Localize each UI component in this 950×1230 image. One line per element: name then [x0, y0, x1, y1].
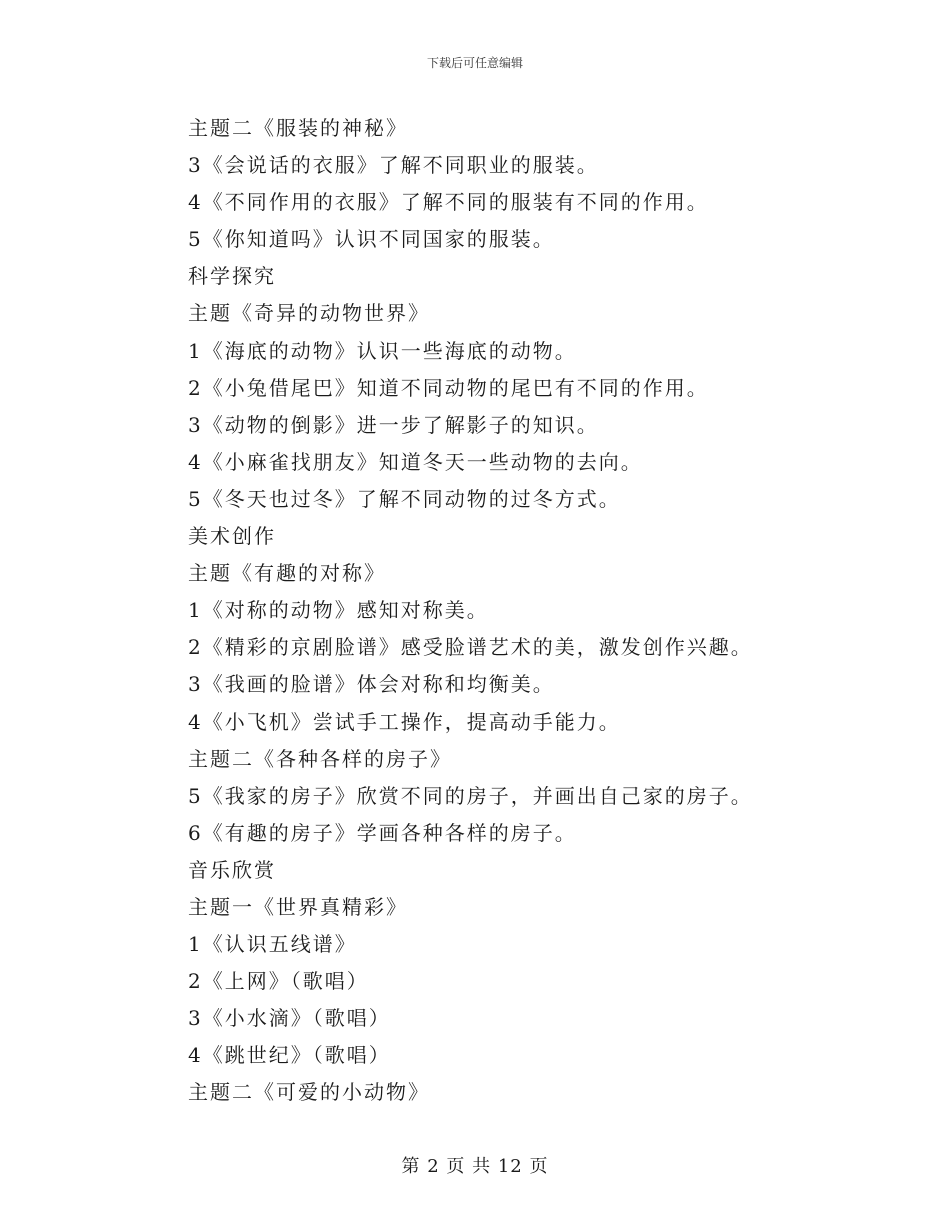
text-line: 3《动物的倒影》进一步了解影子的知识。: [188, 412, 599, 437]
text-line: 主题二《服装的神秘》: [188, 116, 408, 140]
text-line: 3《小水滴》（歌唱）: [188, 1006, 391, 1031]
text-line: 2《上网》（歌唱）: [188, 969, 369, 994]
section-heading: 科学探究: [188, 264, 276, 289]
text-line: 主题《有趣的对称》: [188, 561, 386, 586]
section-heading: 音乐欣赏: [188, 857, 276, 882]
text-line: 5《我家的房子》欣赏不同的房子，并画出自己家的房子。: [188, 783, 753, 808]
text-line: 4《不同作用的衣服》了解不同的服装有不同的作用。: [188, 190, 709, 215]
text-line: 主题一《世界真精彩》: [188, 894, 408, 919]
text-line: 4《小飞机》尝试手工操作，提高动手能力。: [188, 709, 621, 734]
text-line: 4《跳世纪》（歌唱）: [188, 1043, 391, 1068]
text-line: 2《精彩的京剧脸谱》感受脸谱艺术的美，激发创作兴趣。: [188, 635, 753, 660]
text-line: 4《小麻雀找朋友》知道冬天一些动物的去向。: [188, 449, 643, 474]
page-header: 下载后可任意编辑: [426, 56, 523, 70]
text-line: 主题《奇异的动物世界》: [188, 301, 430, 326]
text-line: 主题二《可爱的小动物》: [188, 1080, 430, 1105]
text-line: 5《冬天也过冬》了解不同动物的过冬方式。: [188, 486, 621, 511]
page-footer: 第 2 页 共 12 页: [401, 1156, 549, 1177]
text-line: 主题二《各种各样的房子》: [188, 746, 452, 771]
section-heading: 美术创作: [188, 524, 276, 549]
text-line: 3《我画的脸谱》体会对称和均衡美。: [188, 672, 555, 697]
text-line: 2《小兔借尾巴》知道不同动物的尾巴有不同的作用。: [188, 375, 709, 400]
text-line: 1《认识五线谱》: [188, 932, 357, 957]
text-line: 1《对称的动物》感知对称美。: [188, 598, 489, 623]
text-line: 3《会说话的衣服》了解不同职业的服装。: [188, 153, 599, 178]
text-line: 1《海底的动物》认识一些海底的动物。: [188, 338, 577, 363]
text-line: 6《有趣的房子》学画各种各样的房子。: [188, 820, 577, 845]
text-line: 5《你知道吗》认识不同国家的服装。: [188, 227, 555, 252]
document-body: [188, 110, 908, 1112]
